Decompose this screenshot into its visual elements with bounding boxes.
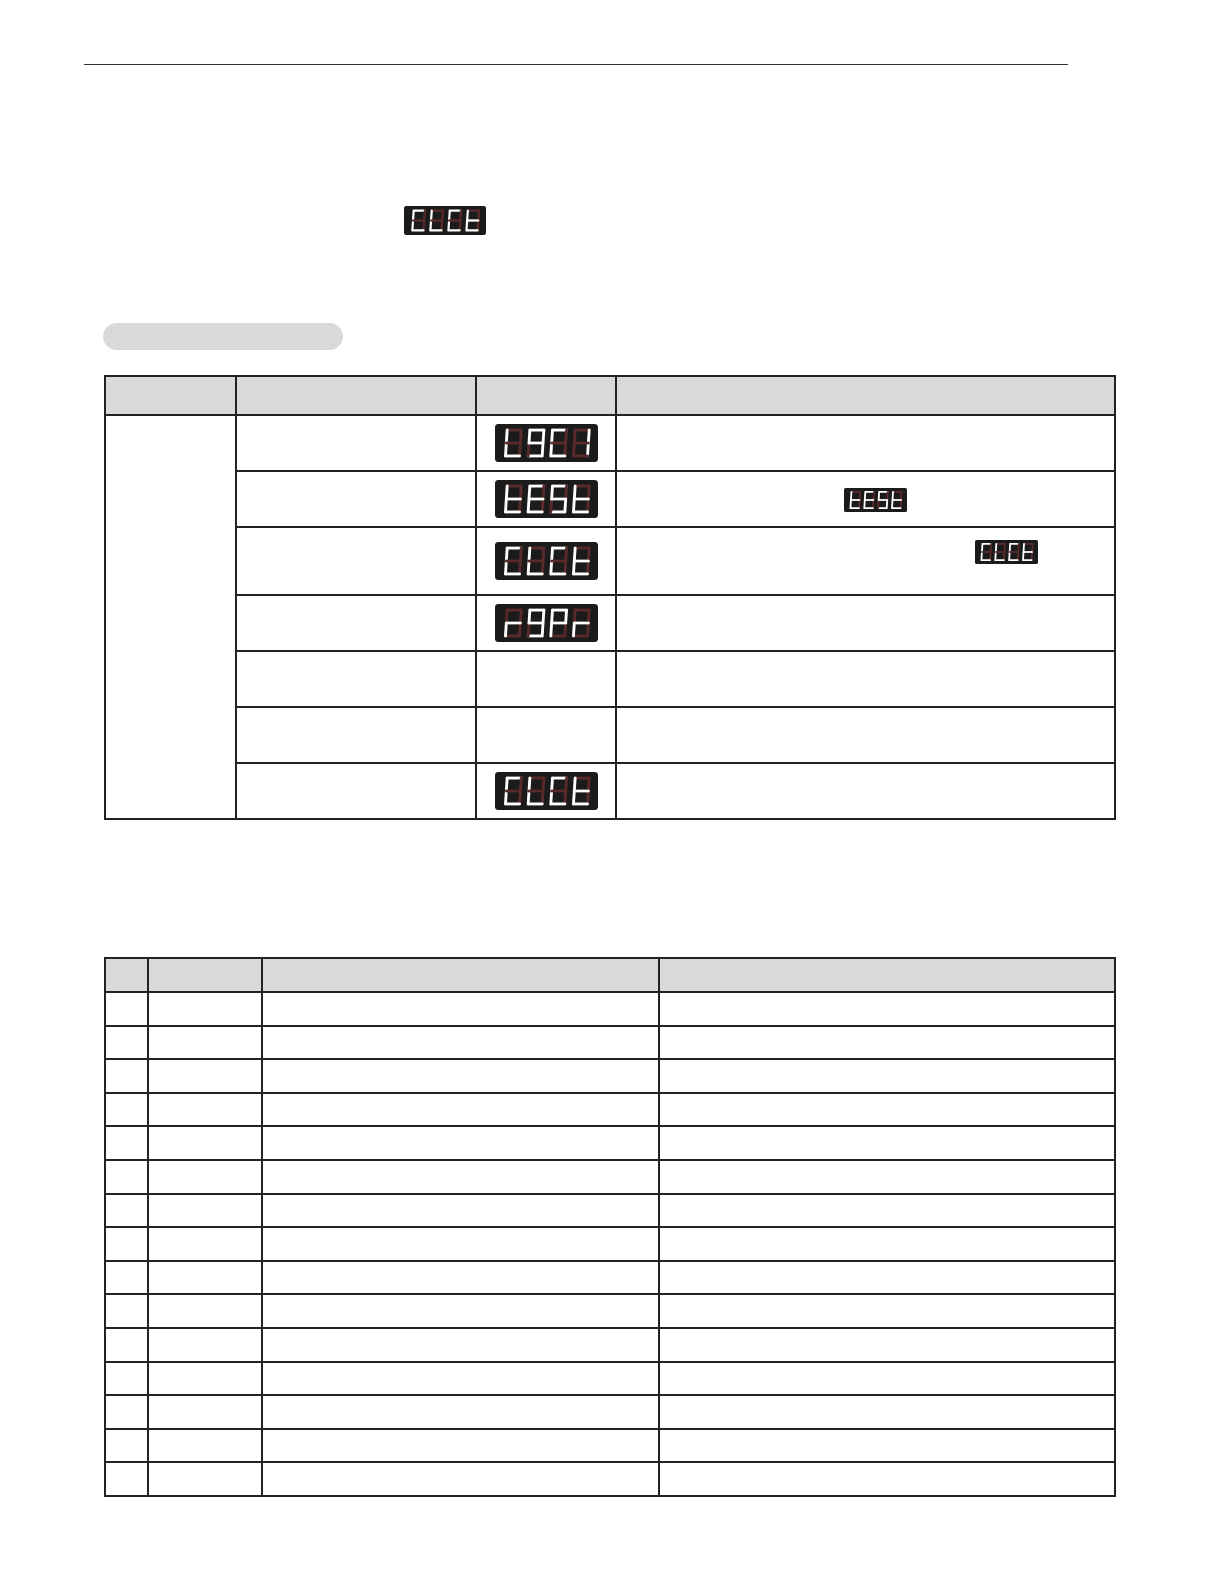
table-cell <box>105 1093 148 1127</box>
segment <box>505 561 506 574</box>
table-cell <box>659 1261 1115 1295</box>
segment <box>565 430 566 443</box>
segment <box>412 221 413 231</box>
table-row <box>105 992 1115 1026</box>
table-cell <box>262 1194 659 1228</box>
procedure-row <box>105 707 1115 763</box>
table-cell <box>105 1126 148 1160</box>
header-cell <box>105 376 236 415</box>
segment <box>505 443 506 456</box>
table-cell <box>105 1026 148 1060</box>
segment <box>550 499 551 512</box>
segment <box>528 486 529 499</box>
table-row <box>105 1294 1115 1328</box>
table-cell <box>105 1261 148 1295</box>
header-cell <box>236 376 476 415</box>
segment <box>520 548 521 561</box>
table-cell <box>262 1362 659 1396</box>
segment <box>505 499 506 512</box>
segment <box>413 211 414 221</box>
segment <box>588 610 589 623</box>
segment <box>574 486 575 499</box>
segment <box>981 552 982 560</box>
segment <box>564 791 565 804</box>
table-row <box>105 1160 1115 1194</box>
table-cell <box>262 1261 659 1295</box>
segment <box>519 443 520 456</box>
table-cell <box>105 1294 148 1328</box>
code-header-row <box>105 958 1115 992</box>
segment <box>991 544 992 552</box>
table-cell <box>148 1395 262 1429</box>
segment <box>574 430 575 443</box>
segment <box>528 610 529 623</box>
table-cell <box>105 1462 148 1496</box>
segment <box>442 221 443 231</box>
segment <box>850 500 851 508</box>
table-cell <box>148 1429 262 1463</box>
section-heading-bar <box>103 323 343 350</box>
table-cell <box>659 1160 1115 1194</box>
table-cell <box>105 1160 148 1194</box>
segment <box>1018 544 1019 552</box>
segment <box>520 486 521 499</box>
seven-segment-display-icon <box>404 206 486 235</box>
segment <box>1024 544 1025 552</box>
procedure-display-cell <box>476 707 616 763</box>
segment <box>588 548 589 561</box>
procedure-group-label <box>105 415 236 819</box>
segment <box>478 221 479 231</box>
segment <box>478 211 479 221</box>
segment <box>505 623 506 636</box>
segment <box>506 548 507 561</box>
segment <box>1010 544 1011 552</box>
segment <box>520 430 521 443</box>
segment <box>449 211 450 221</box>
table-row <box>105 1126 1115 1160</box>
table-row <box>105 1026 1115 1060</box>
segment <box>543 548 544 561</box>
table-cell <box>659 992 1115 1026</box>
segment <box>873 500 874 508</box>
table-cell <box>262 1227 659 1261</box>
segment <box>864 500 865 508</box>
table-cell <box>262 1126 659 1160</box>
procedure-description <box>616 707 1115 763</box>
table-cell <box>148 1362 262 1396</box>
table-cell <box>659 1429 1115 1463</box>
segment <box>1032 552 1033 560</box>
procedure-step <box>236 763 476 819</box>
seven-segment-display-icon <box>495 480 598 518</box>
segment <box>543 610 544 623</box>
header-rule <box>84 64 1068 65</box>
segment <box>550 623 551 636</box>
table-row <box>105 1328 1115 1362</box>
segment <box>901 500 902 508</box>
segment <box>519 623 520 636</box>
segment <box>519 791 520 804</box>
segment <box>528 778 529 791</box>
table-cell <box>105 1328 148 1362</box>
segment <box>430 221 431 231</box>
segment <box>550 561 551 574</box>
table-row <box>105 1227 1115 1261</box>
segment <box>574 548 575 561</box>
procedure-description <box>616 595 1115 651</box>
procedure-step <box>236 527 476 595</box>
table-cell <box>148 1194 262 1228</box>
procedure-step <box>236 707 476 763</box>
table-cell <box>659 1227 1115 1261</box>
table-cell <box>262 1059 659 1093</box>
segment <box>506 778 507 791</box>
table-cell <box>659 1395 1115 1429</box>
table-row <box>105 1395 1115 1429</box>
segment <box>431 211 432 221</box>
header-cell <box>476 376 616 415</box>
segment <box>460 211 461 221</box>
segment <box>542 499 543 512</box>
segment <box>1004 552 1005 560</box>
seven-segment-display-icon <box>495 424 598 462</box>
segment <box>587 623 588 636</box>
table-cell <box>659 1462 1115 1496</box>
segment <box>442 211 443 221</box>
segment <box>588 778 589 791</box>
table-row <box>105 1059 1115 1093</box>
procedure-step <box>236 651 476 707</box>
table-cell <box>262 1328 659 1362</box>
table-cell <box>148 1227 262 1261</box>
table-cell <box>148 1026 262 1060</box>
segment <box>460 221 461 231</box>
table-row <box>105 1093 1115 1127</box>
segment <box>528 791 529 804</box>
table-cell <box>105 1059 148 1093</box>
segment <box>520 778 521 791</box>
procedure-description <box>616 527 1115 595</box>
table-row <box>105 1194 1115 1228</box>
segment <box>892 500 893 508</box>
segment <box>551 486 552 499</box>
segment <box>542 443 543 456</box>
table-cell <box>659 1362 1115 1396</box>
table-row <box>105 1462 1115 1496</box>
segment <box>887 500 888 508</box>
procedure-step <box>236 595 476 651</box>
table-cell <box>105 1362 148 1396</box>
procedure-row <box>105 763 1115 819</box>
procedure-display-cell <box>476 527 616 595</box>
table-cell <box>659 1093 1115 1127</box>
procedure-table <box>104 375 1116 820</box>
table-cell <box>105 1227 148 1261</box>
procedure-row <box>105 471 1115 527</box>
segment <box>1018 552 1019 560</box>
segment <box>860 492 861 500</box>
procedure-step <box>236 415 476 471</box>
segment <box>587 561 588 574</box>
table-cell <box>105 1395 148 1429</box>
table-cell <box>262 1429 659 1463</box>
header-cell <box>616 376 1115 415</box>
segment <box>574 610 575 623</box>
segment <box>893 492 894 500</box>
segment <box>506 610 507 623</box>
segment <box>588 486 589 499</box>
segment <box>859 500 860 508</box>
segment <box>1023 552 1024 560</box>
segment <box>528 561 529 574</box>
procedure-display-cell <box>476 595 616 651</box>
segment <box>901 492 902 500</box>
segment <box>551 778 552 791</box>
segment <box>587 499 588 512</box>
table-cell <box>148 1126 262 1160</box>
inline-segment-display-icon <box>844 488 907 512</box>
table-cell <box>659 1194 1115 1228</box>
table-cell <box>148 1261 262 1295</box>
procedure-row <box>105 527 1115 595</box>
segment <box>996 544 997 552</box>
segment <box>528 443 529 456</box>
segment <box>990 552 991 560</box>
table-cell <box>262 1462 659 1496</box>
segment <box>506 430 507 443</box>
segment <box>982 544 983 552</box>
table-cell <box>105 1429 148 1463</box>
table-cell <box>148 1328 262 1362</box>
seven-segment-display-icon <box>495 604 598 642</box>
segment <box>565 778 566 791</box>
segment <box>565 548 566 561</box>
segment <box>564 499 565 512</box>
header-cell <box>148 958 262 992</box>
segment <box>467 211 468 221</box>
segment <box>551 548 552 561</box>
procedure-description <box>616 651 1115 707</box>
segment <box>565 486 566 499</box>
segment <box>1004 544 1005 552</box>
table-cell <box>262 1395 659 1429</box>
segment <box>887 492 888 500</box>
segment <box>424 221 425 231</box>
segment <box>588 430 589 443</box>
segment <box>573 623 574 636</box>
table-cell <box>148 1093 262 1127</box>
segment <box>878 500 879 508</box>
segment <box>519 499 520 512</box>
segment <box>565 610 566 623</box>
segment <box>564 623 565 636</box>
table-row <box>105 1362 1115 1396</box>
table-cell <box>659 1059 1115 1093</box>
segment <box>573 499 574 512</box>
segment <box>573 561 574 574</box>
segment <box>573 791 574 804</box>
table-cell <box>262 992 659 1026</box>
procedure-display-cell <box>476 415 616 471</box>
table-cell <box>659 1126 1115 1160</box>
table-cell <box>659 1328 1115 1362</box>
segment <box>448 221 449 231</box>
segment <box>564 443 565 456</box>
procedure-row <box>105 651 1115 707</box>
procedure-display-cell <box>476 471 616 527</box>
segment <box>466 221 467 231</box>
segment <box>573 443 574 456</box>
procedure-step <box>236 471 476 527</box>
segment <box>542 561 543 574</box>
header-cell <box>659 958 1115 992</box>
segment <box>506 486 507 499</box>
table-cell <box>148 1059 262 1093</box>
header-cell <box>262 958 659 992</box>
segment <box>587 443 588 456</box>
seven-segment-display-icon <box>495 542 598 580</box>
segment <box>1009 552 1010 560</box>
table-row <box>105 1261 1115 1295</box>
segment <box>574 778 575 791</box>
table-cell <box>148 1160 262 1194</box>
table-cell <box>262 1026 659 1060</box>
table-cell <box>105 992 148 1026</box>
procedure-description <box>616 763 1115 819</box>
segment <box>520 610 521 623</box>
segment <box>528 430 529 443</box>
segment <box>851 492 852 500</box>
table-cell <box>262 1294 659 1328</box>
procedure-description <box>616 415 1115 471</box>
segment <box>865 492 866 500</box>
procedure-description <box>616 471 1115 527</box>
segment <box>505 791 506 804</box>
segment <box>528 499 529 512</box>
segment <box>543 486 544 499</box>
seven-segment-display-icon <box>495 772 598 810</box>
segment <box>528 548 529 561</box>
segment <box>873 492 874 500</box>
segment <box>519 561 520 574</box>
procedure-display-cell <box>476 763 616 819</box>
table-cell <box>659 1294 1115 1328</box>
table-cell <box>148 1462 262 1496</box>
segment <box>587 791 588 804</box>
code-table <box>104 957 1116 1497</box>
segment <box>564 561 565 574</box>
segment <box>542 791 543 804</box>
segment <box>995 552 996 560</box>
table-cell <box>148 1294 262 1328</box>
table-cell <box>148 992 262 1026</box>
segment <box>542 623 543 636</box>
segment <box>550 791 551 804</box>
segment <box>424 211 425 221</box>
segment <box>550 443 551 456</box>
procedure-row <box>105 595 1115 651</box>
segment <box>879 492 880 500</box>
procedure-row <box>105 415 1115 471</box>
table-cell <box>105 1194 148 1228</box>
table-cell <box>659 1026 1115 1060</box>
segment <box>543 430 544 443</box>
segment <box>528 623 529 636</box>
procedure-display-cell <box>476 651 616 707</box>
inline-segment-display-icon <box>975 540 1038 564</box>
table-row <box>105 1429 1115 1463</box>
header-cell <box>105 958 148 992</box>
segment <box>543 778 544 791</box>
table-cell <box>262 1093 659 1127</box>
segment <box>1032 544 1033 552</box>
segment <box>551 610 552 623</box>
segment <box>551 430 552 443</box>
procedure-header-row <box>105 376 1115 415</box>
table-cell <box>262 1160 659 1194</box>
